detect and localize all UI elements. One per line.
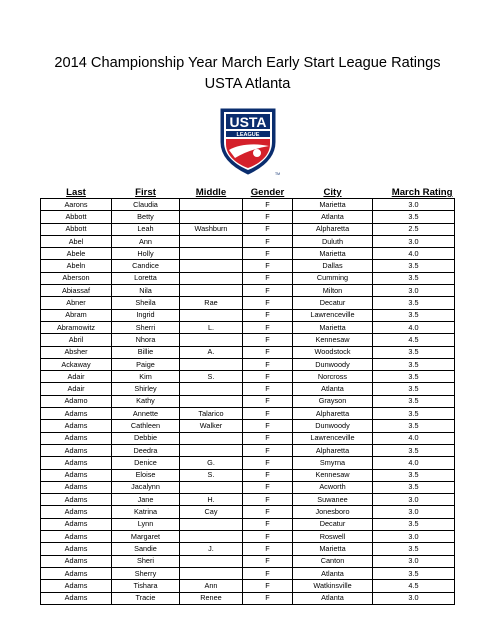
gender-cell: F <box>243 383 293 395</box>
first-name-cell: Sherri <box>112 321 180 333</box>
middle-name-cell: S. <box>180 371 243 383</box>
city-cell: Watkinsville <box>293 580 373 592</box>
table-row <box>41 297 455 309</box>
gender-cell: F <box>243 580 293 592</box>
march-rating-cell: 3.5 <box>373 481 455 493</box>
first-name-cell: Annette <box>112 408 180 420</box>
middle-name-cell: H. <box>180 494 243 506</box>
middle-name-cell <box>180 199 243 211</box>
first-name-cell: Loretta <box>112 272 180 284</box>
table-row <box>41 506 455 518</box>
last-name-cell: Aarons <box>41 199 112 211</box>
first-name-cell: Tracie <box>112 592 180 604</box>
middle-name-cell <box>180 334 243 346</box>
logo-tm: TM <box>275 172 281 176</box>
city-cell: Lawrenceville <box>293 432 373 444</box>
table-row <box>41 346 455 358</box>
gender-cell: F <box>243 260 293 272</box>
middle-name-cell: Talarico <box>180 408 243 420</box>
gender-cell: F <box>243 567 293 579</box>
table-row <box>41 592 455 604</box>
table-row <box>41 420 455 432</box>
last-name-cell: Adams <box>41 494 112 506</box>
table-row <box>41 334 455 346</box>
first-name-cell: Jacalynn <box>112 481 180 493</box>
first-name-cell: Ingrid <box>112 309 180 321</box>
first-name-cell: Leah <box>112 223 180 235</box>
gender-cell: F <box>243 321 293 333</box>
march-rating-cell: 3.5 <box>373 358 455 370</box>
logo-text: USTA <box>229 114 267 130</box>
march-rating-cell: 3.0 <box>373 494 455 506</box>
march-rating-cell: 3.5 <box>373 469 455 481</box>
middle-name-cell <box>180 235 243 247</box>
table-row <box>41 531 455 543</box>
city-cell: Acworth <box>293 481 373 493</box>
city-cell: Lawrenceville <box>293 309 373 321</box>
first-name-cell: Shirley <box>112 383 180 395</box>
middle-name-cell: G. <box>180 457 243 469</box>
column-header-city: City <box>323 187 342 198</box>
first-name-cell: Kim <box>112 371 180 383</box>
march-rating-cell: 3.5 <box>373 420 455 432</box>
gender-cell: F <box>243 592 293 604</box>
march-rating-cell: 3.0 <box>373 506 455 518</box>
march-rating-cell: 3.5 <box>373 518 455 530</box>
last-name-cell: Abel <box>41 235 112 247</box>
last-name-cell: Adams <box>41 580 112 592</box>
first-name-cell: Paige <box>112 358 180 370</box>
ratings-table <box>40 186 455 605</box>
first-name-cell: Billie <box>112 346 180 358</box>
gender-cell: F <box>243 408 293 420</box>
city-cell: Marietta <box>293 199 373 211</box>
city-cell: Atlanta <box>293 211 373 223</box>
city-cell: Atlanta <box>293 567 373 579</box>
gender-cell: F <box>243 432 293 444</box>
document-title: 2014 Championship Year March Early Start League Ratings <box>54 55 441 71</box>
column-header-gender: Gender <box>250 187 285 198</box>
middle-name-cell: L. <box>180 321 243 333</box>
first-name-cell: Margaret <box>112 531 180 543</box>
gender-cell: F <box>243 444 293 456</box>
city-cell: Smyrna <box>293 457 373 469</box>
last-name-cell: Adams <box>41 420 112 432</box>
city-cell: Milton <box>293 285 373 297</box>
column-header-first: First <box>135 187 156 198</box>
first-name-cell: Sherry <box>112 567 180 579</box>
gender-cell: F <box>243 199 293 211</box>
middle-name-cell <box>180 285 243 297</box>
march-rating-cell: 3.0 <box>373 531 455 543</box>
city-cell: Marietta <box>293 248 373 260</box>
city-cell: Alpharetta <box>293 408 373 420</box>
last-name-cell: Abele <box>41 248 112 260</box>
last-name-cell: Adamo <box>41 395 112 407</box>
first-name-cell: Denice <box>112 457 180 469</box>
city-cell: Dunwoody <box>293 420 373 432</box>
table-row <box>41 285 455 297</box>
city-cell: Cumming <box>293 272 373 284</box>
middle-name-cell: Ann <box>180 580 243 592</box>
middle-name-cell: Walker <box>180 420 243 432</box>
march-rating-cell: 3.5 <box>373 371 455 383</box>
gender-cell: F <box>243 457 293 469</box>
city-cell: Kennesaw <box>293 469 373 481</box>
middle-name-cell <box>180 358 243 370</box>
middle-name-cell <box>180 555 243 567</box>
middle-name-cell <box>180 518 243 530</box>
table-row <box>41 432 455 444</box>
gender-cell: F <box>243 297 293 309</box>
gender-cell: F <box>243 272 293 284</box>
gender-cell: F <box>243 543 293 555</box>
table-row <box>41 481 455 493</box>
march-rating-cell: 3.5 <box>373 309 455 321</box>
city-cell: Decatur <box>293 297 373 309</box>
city-cell: Marietta <box>293 543 373 555</box>
column-header-march-rating: March Rating <box>391 187 453 198</box>
march-rating-cell: 3.5 <box>373 408 455 420</box>
table-row <box>41 371 455 383</box>
city-cell: Duluth <box>293 235 373 247</box>
last-name-cell: Adams <box>41 567 112 579</box>
gender-cell: F <box>243 235 293 247</box>
gender-cell: F <box>243 420 293 432</box>
last-name-cell: Abiassaf <box>41 285 112 297</box>
table-row <box>41 494 455 506</box>
table-row <box>41 272 455 284</box>
table-row <box>41 199 455 211</box>
middle-name-cell: S. <box>180 469 243 481</box>
table-row <box>41 567 455 579</box>
last-name-cell: Abner <box>41 297 112 309</box>
table-row <box>41 211 455 223</box>
march-rating-cell: 3.5 <box>373 346 455 358</box>
table-row <box>41 408 455 420</box>
gender-cell: F <box>243 223 293 235</box>
table-row <box>41 555 455 567</box>
march-rating-cell: 3.5 <box>373 383 455 395</box>
last-name-cell: Adams <box>41 518 112 530</box>
middle-name-cell <box>180 444 243 456</box>
march-rating-cell: 3.5 <box>373 272 455 284</box>
first-name-cell: Candice <box>112 260 180 272</box>
march-rating-cell: 3.5 <box>373 211 455 223</box>
middle-name-cell <box>180 260 243 272</box>
march-rating-cell: 4.0 <box>373 432 455 444</box>
gender-cell: F <box>243 358 293 370</box>
middle-name-cell <box>180 567 243 579</box>
last-name-cell: Adams <box>41 555 112 567</box>
column-header-middle: Middle <box>195 187 227 198</box>
middle-name-cell <box>180 531 243 543</box>
first-name-cell: Betty <box>112 211 180 223</box>
city-cell: Kennesaw <box>293 334 373 346</box>
gender-cell: F <box>243 371 293 383</box>
middle-name-cell <box>180 432 243 444</box>
middle-name-cell <box>180 383 243 395</box>
city-cell: Grayson <box>293 395 373 407</box>
first-name-cell: Tishara <box>112 580 180 592</box>
last-name-cell: Adair <box>41 383 112 395</box>
last-name-cell: Adams <box>41 432 112 444</box>
march-rating-cell: 2.5 <box>373 223 455 235</box>
march-rating-cell: 4.0 <box>373 457 455 469</box>
table-row <box>41 580 455 592</box>
march-rating-cell: 3.0 <box>373 285 455 297</box>
table-row <box>41 248 455 260</box>
march-rating-cell: 3.5 <box>373 395 455 407</box>
last-name-cell: Adams <box>41 457 112 469</box>
middle-name-cell: Rae <box>180 297 243 309</box>
table-row <box>41 395 455 407</box>
city-cell: Woodstock <box>293 346 373 358</box>
last-name-cell: Adams <box>41 408 112 420</box>
last-name-cell: Abeln <box>41 260 112 272</box>
first-name-cell: Sheri <box>112 555 180 567</box>
table-row <box>41 358 455 370</box>
city-cell: Norcross <box>293 371 373 383</box>
middle-name-cell <box>180 309 243 321</box>
first-name-cell: Debbie <box>112 432 180 444</box>
first-name-cell: Eloise <box>112 469 180 481</box>
march-rating-cell: 4.0 <box>373 248 455 260</box>
first-name-cell: Lynn <box>112 518 180 530</box>
march-rating-cell: 3.0 <box>373 199 455 211</box>
march-rating-cell: 3.5 <box>373 543 455 555</box>
middle-name-cell: Washburn <box>180 223 243 235</box>
last-name-cell: Absher <box>41 346 112 358</box>
gender-cell: F <box>243 531 293 543</box>
gender-cell: F <box>243 481 293 493</box>
last-name-cell: Adams <box>41 469 112 481</box>
first-name-cell: Holly <box>112 248 180 260</box>
gender-cell: F <box>243 309 293 321</box>
column-header-last: Last <box>66 187 86 198</box>
last-name-cell: Abramowitz <box>41 321 112 333</box>
middle-name-cell: J. <box>180 543 243 555</box>
first-name-cell: Sandie <box>112 543 180 555</box>
city-cell: Atlanta <box>293 383 373 395</box>
middle-name-cell: Renee <box>180 592 243 604</box>
document-subtitle: USTA Atlanta <box>204 76 291 92</box>
middle-name-cell: A. <box>180 346 243 358</box>
city-cell: Decatur <box>293 518 373 530</box>
city-cell: Marietta <box>293 321 373 333</box>
gender-cell: F <box>243 494 293 506</box>
march-rating-cell: 3.5 <box>373 260 455 272</box>
last-name-cell: Adair <box>41 371 112 383</box>
table-row <box>41 469 455 481</box>
city-cell: Suwanee <box>293 494 373 506</box>
table-row <box>41 321 455 333</box>
gender-cell: F <box>243 211 293 223</box>
table-header-row <box>41 186 455 199</box>
first-name-cell: Deedra <box>112 444 180 456</box>
first-name-cell: Kathy <box>112 395 180 407</box>
march-rating-cell: 4.0 <box>373 321 455 333</box>
gender-cell: F <box>243 555 293 567</box>
table-row <box>41 518 455 530</box>
table-row <box>41 260 455 272</box>
first-name-cell: Nila <box>112 285 180 297</box>
last-name-cell: Abril <box>41 334 112 346</box>
middle-name-cell <box>180 395 243 407</box>
table-row <box>41 383 455 395</box>
march-rating-cell: 3.5 <box>373 444 455 456</box>
city-cell: Dunwoody <box>293 358 373 370</box>
logo-band-text: LEAGUE <box>236 132 260 138</box>
city-cell: Dallas <box>293 260 373 272</box>
city-cell: Roswell <box>293 531 373 543</box>
table-row <box>41 457 455 469</box>
city-cell: Atlanta <box>293 592 373 604</box>
last-name-cell: Adams <box>41 531 112 543</box>
gender-cell: F <box>243 469 293 481</box>
gender-cell: F <box>243 346 293 358</box>
first-name-cell: Jane <box>112 494 180 506</box>
march-rating-cell: 3.5 <box>373 567 455 579</box>
city-cell: Alpharetta <box>293 223 373 235</box>
middle-name-cell <box>180 211 243 223</box>
march-rating-cell: 3.5 <box>373 297 455 309</box>
last-name-cell: Ackaway <box>41 358 112 370</box>
middle-name-cell: Cay <box>180 506 243 518</box>
last-name-cell: Abbott <box>41 211 112 223</box>
last-name-cell: Adams <box>41 543 112 555</box>
first-name-cell: Katrina <box>112 506 180 518</box>
last-name-cell: Adams <box>41 444 112 456</box>
last-name-cell: Abbott <box>41 223 112 235</box>
march-rating-cell: 3.0 <box>373 555 455 567</box>
table-row <box>41 223 455 235</box>
gender-cell: F <box>243 518 293 530</box>
last-name-cell: Adams <box>41 592 112 604</box>
gender-cell: F <box>243 395 293 407</box>
last-name-cell: Abram <box>41 309 112 321</box>
gender-cell: F <box>243 248 293 260</box>
march-rating-cell: 3.0 <box>373 592 455 604</box>
march-rating-cell: 4.5 <box>373 334 455 346</box>
ratings-table-body <box>41 199 455 605</box>
march-rating-cell: 4.5 <box>373 580 455 592</box>
gender-cell: F <box>243 506 293 518</box>
table-row <box>41 543 455 555</box>
gender-cell: F <box>243 334 293 346</box>
middle-name-cell <box>180 248 243 260</box>
middle-name-cell <box>180 272 243 284</box>
table-row <box>41 235 455 247</box>
first-name-cell: Ann <box>112 235 180 247</box>
city-cell: Canton <box>293 555 373 567</box>
march-rating-cell: 3.0 <box>373 235 455 247</box>
first-name-cell: Cathleen <box>112 420 180 432</box>
city-cell: Jonesboro <box>293 506 373 518</box>
first-name-cell: Claudia <box>112 199 180 211</box>
middle-name-cell <box>180 481 243 493</box>
city-cell: Alpharetta <box>293 444 373 456</box>
usta-league-logo <box>215 106 281 176</box>
table-row <box>41 309 455 321</box>
gender-cell: F <box>243 285 293 297</box>
last-name-cell: Aberson <box>41 272 112 284</box>
first-name-cell: Sheila <box>112 297 180 309</box>
last-name-cell: Adams <box>41 481 112 493</box>
first-name-cell: Nhora <box>112 334 180 346</box>
last-name-cell: Adams <box>41 506 112 518</box>
table-row <box>41 444 455 456</box>
